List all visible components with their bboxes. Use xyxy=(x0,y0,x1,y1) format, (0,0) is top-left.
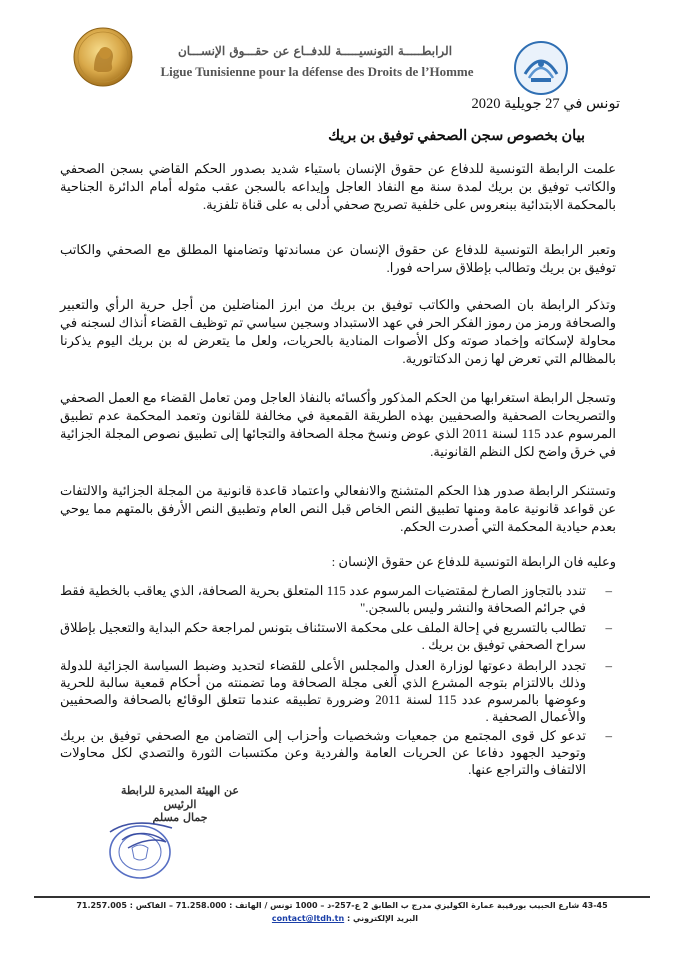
document-title: بيان بخصوص سجن الصحفي توفيق بن بريك xyxy=(328,128,585,144)
demand-text-1: تندد بالتجاوز الصارخ لمقتضيات المرسوم عدد 115 المتعلق بحرية الصحافة، الذي يعاقب بالخطية فقط في جرائم الصحافة والنشر وليس بالسجن." xyxy=(60,583,586,615)
paragraph-5: وتستنكر الرابطة صدور هذا الحكم المتشنج والانفعالي واعتماد قاعدة قانونية من المجلة الجزائية والالتفات عن قواعد قانونية عامة ومنها تطبيق النص الخاص قبل النص العام وتطبيق النص الأرفق بالمتهم مما يوحي بعدم حيادية المحكمة التي أصدرت الحكم. xyxy=(60,483,616,534)
footer-email-line xyxy=(200,914,490,923)
ltdh-emblem-icon xyxy=(513,40,569,96)
signature-name: جمال مسلم xyxy=(152,811,208,824)
medal-portrait-icon xyxy=(72,26,134,88)
list-item xyxy=(60,582,616,616)
header-org-french: Ligue Tunisienne pour la défense des Droits de l’Homme xyxy=(160,64,474,79)
list-intro: وعليه فان الرابطة التونسية للدفاع عن حقوق الإنسان : xyxy=(331,554,616,569)
demand-text-3: تجدد الرابطة دعوتها لوزارة العدل والمجلس الأعلى للقضاء لتحديد وضبط السياسة الجزائية للدولة وذلك بالالتزام بتوجه المشرع الذي ألغى مجلة الصحافة وما تضمنته من أحكام قمعية سالبة للحرية وعوضها بالمرسوم عدد 115 لسنة 2011 وضرورة تطبيقه عندما تتعلق الوقائع بالصحافة والصحفيين والأعمال الصحفية . xyxy=(60,658,586,724)
paragraph-4: وتسجل الرابطة استغرابها من الحكم المذكور وأكسائه بالنفاذ العاجل ومن تعامل القضاء مع العمل الصحفي والتصريحات الصحفية والصحفيين بهذه الطريقة القمعية في مخالفة للقانون وتعمد المحكمة عدم تطبيق المرسوم عدد 115 لسنة 2011 الذي عوض ونسخ مجلة الصحافة والتجائها إلى تطبيق نصوص المجلة الجزائية في خرق واضح لكل النظم القانونية. xyxy=(60,390,616,459)
footer-divider xyxy=(34,896,650,898)
demand-text-4: تدعو كل قوى المجتمع من جمعيات وشخصيات وأحزاب إلى التضامن مع الصحفي توفيق بن بريك وتوحيد الجهود دفاعا عن الحريات العامة والفردية وعن مكتسبات الثورة والتصدي لكل محاولات الالتفاف والتراجع عنها. xyxy=(60,728,586,777)
signature-role: الرئيس xyxy=(163,798,197,811)
paragraph-1: علمت الرابطة التونسية للدفاع عن حقوق الإنسان باستياء شديد بصدور الحكم القاضي بسجن الصحفي والكاتب توفيق بن بريك لمدة سنة مع النفاذ العاجل وإيداعه بالسجن عقب مثوله أمام الدائرة الجناحية بالمحكمة الابتدائية ببنعروس على خلفية تصريح صحفي أدلى به على قناة تلفزية. xyxy=(60,161,616,212)
header-org-arabic: الرابطـــــة التونسيـــــة للدفــاع عن حقـــوق الإنســـان xyxy=(177,44,453,58)
bullet-dash: – xyxy=(605,658,612,673)
document-date: تونس في 27 جويلية 2020 xyxy=(471,96,620,112)
footer-email-label: البريد الإلكتروني : xyxy=(347,914,419,923)
bullet-dash: – xyxy=(605,583,612,598)
demands-list xyxy=(60,582,616,778)
paragraph-2: وتعبر الرابطة التونسية للدفاع عن حقوق الإنسان عن مساندتها وتضامنها المطلق مع الصحفي والكاتب توفيق بن بريك وتطالب بإطلاق سراحه فورا. xyxy=(60,242,616,275)
list-item xyxy=(60,657,616,725)
footer-address: 43-45 شارع الحبيب بورقيبة عمارة الكوليزي مدرج ب الطابق 2 ع-257-د – 1000 تونس / الهاتف : 71.258.000 – الفاكس : 71.257.005 xyxy=(76,901,608,910)
footer-email-link[interactable]: contact@ltdh.tn xyxy=(271,914,345,923)
bullet-dash: – xyxy=(605,620,612,635)
demand-text-2: تطالب بالتسريع في إحالة الملف على محكمة الاستئناف بتونس لمراجعة حكم البداية والتعجيل بإطلاق سراح الصحفي توفيق بن بريك . xyxy=(60,620,586,652)
signature-organization: عن الهيئة المديرة للرابطة xyxy=(121,784,239,797)
paragraph-3: وتذكر الرابطة بان الصحفي والكاتب توفيق بن بريك من ابرز المناضلين من أجل حرية الرأي والتعبير والصحافة ورمز من رموز الفكر الحر في عهد الاستبداد وسجين سياسي تم توظيف القضاء أنذاك لسجنه في محاولة لإسكاته وإخماد صوته وكل الأصوات المنادية بالحريات، ولعل ما يتعرض له بن بريك اليوم يذكرنا بالمظالم التي تعرض لها زمن الدكتاتورية. xyxy=(60,297,616,366)
list-item xyxy=(60,727,616,778)
round-stamp-icon xyxy=(102,818,180,880)
list-item xyxy=(60,619,616,653)
bullet-dash: – xyxy=(605,728,612,743)
